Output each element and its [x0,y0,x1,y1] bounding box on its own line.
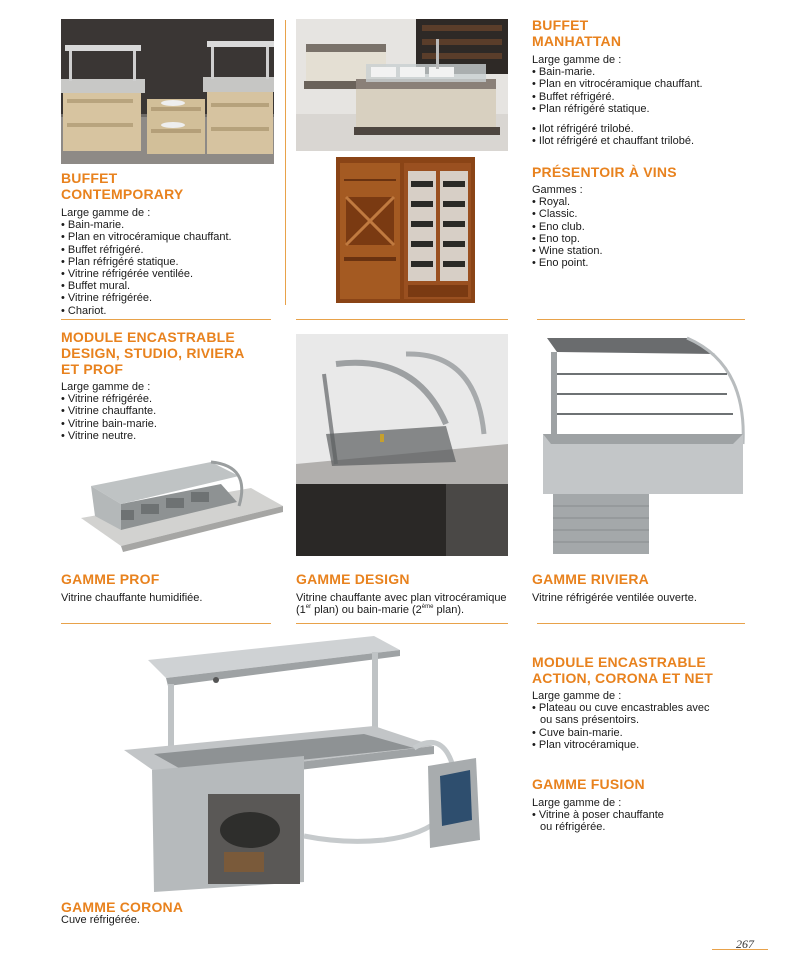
gamme-fusion-list [532,797,762,834]
gamme-corona-title: GAMME CORONA [61,899,184,915]
module-design-list [61,381,281,442]
module-design-title: MODULE ENCASTRABLE DESIGN, STUDIO, RIVIERA ET PROF [61,329,244,377]
gamme-prof-title: GAMME PROF [61,571,160,587]
list-item: • Buffet mural. [61,280,281,292]
list-item: • Vitrine réfrigérée. [61,393,281,405]
list-item: • Cuve bain-marie. [532,727,762,739]
list-item: • Classic. [532,208,752,220]
gamme-prof-photo [61,446,283,564]
presentoir-vins-title: PRÉSENTOIR À VINS [532,164,677,180]
list-item: • Plan en vitrocéramique chauffant. [61,231,281,243]
gamme-design-photo [296,334,508,556]
module-action-list [532,690,762,751]
gamme-design-text [296,592,521,616]
list-item: • Royal. [532,196,752,208]
buffet-manhattan-photo [296,19,508,151]
list-item: • Buffet réfrigéré. [61,244,281,256]
presentoir-vins-list [532,184,752,269]
buffet-contemporary-photo [61,19,274,164]
gamme-fusion-title: GAMME FUSION [532,776,645,792]
gamme-riviera-title: GAMME RIVIERA [532,571,649,587]
module-action-title: MODULE ENCASTRABLE ACTION, CORONA ET NET [532,654,714,686]
list-item: • Plan en vitrocéramique chauffant. [532,78,762,90]
list-item-continuation: ou sans présentoirs. [540,714,640,727]
list-item: • Plan vitrocéramique. [532,739,762,751]
list-item: • Plateau ou cuve encastrables avec [532,702,762,714]
gamme-riviera-text: Vitrine réfrigérée ventilée ouverte. [532,592,697,604]
gamme-riviera-photo [537,334,749,561]
buffet-contemporary-list [61,207,281,317]
list-item: • Bain-marie. [532,66,762,78]
gamme-design-line2: (1er plan) ou bain-marie (2ème plan). [296,604,465,617]
buffet-manhattan-title: BUFFET MANHATTAN [532,17,622,49]
list-item: • Ilot réfrigéré trilobé. [532,123,762,135]
list-intro: Large gamme de : [532,54,622,66]
divider-rule [537,319,745,320]
list-intro: Large gamme de : [532,797,622,809]
divider-rule [61,319,271,320]
gamme-corona-text: Cuve réfrigérée. [61,914,140,926]
gamme-design-title: GAMME DESIGN [296,571,410,587]
list-item: • Chariot. [61,305,281,317]
gamme-prof-text: Vitrine chauffante humidifiée. [61,592,203,604]
list-item: • Vitrine bain-marie. [61,418,281,430]
list-item: • Eno point. [532,257,752,269]
page-number: 267 [736,937,754,951]
divider-rule [537,623,745,624]
buffet-manhattan-list [532,54,762,147]
divider-rule [296,623,508,624]
list-intro: Large gamme de : [61,207,151,219]
list-item: • Plan réfrigéré statique. [532,103,762,115]
column-divider-top-left [285,20,286,305]
list-item: • Vitrine à poser chauffante [532,809,762,821]
gamme-design-line1: Vitrine chauffante avec plan vitrocéramique [296,592,507,604]
list-item: • Vitrine réfrigérée ventilée. [61,268,281,280]
divider-rule [296,319,508,320]
list-item: • Buffet réfrigéré. [532,91,762,103]
list-intro: Gammes : [532,184,583,196]
list-item: • Vitrine neutre. [61,430,281,442]
wine-display-photo [334,157,477,305]
list-item: • Eno club. [532,221,752,233]
list-item: • Bain-marie. [61,219,281,231]
gamme-corona-photo [124,630,490,896]
divider-rule [61,623,271,624]
list-intro: Large gamme de : [61,381,151,393]
list-item-continuation: ou réfrigérée. [540,821,606,834]
list-item: • Vitrine réfrigérée. [61,292,281,304]
buffet-contemporary-title: BUFFET CONTEMPORARY [61,170,184,202]
list-item: • Eno top. [532,233,752,245]
list-item: • Vitrine chauffante. [61,405,281,417]
list-item: • Plan réfrigéré statique. [61,256,281,268]
list-intro: Large gamme de : [532,690,622,702]
list-item: • Ilot réfrigéré et chauffant trilobé. [532,135,762,147]
list-item: • Wine station. [532,245,752,257]
